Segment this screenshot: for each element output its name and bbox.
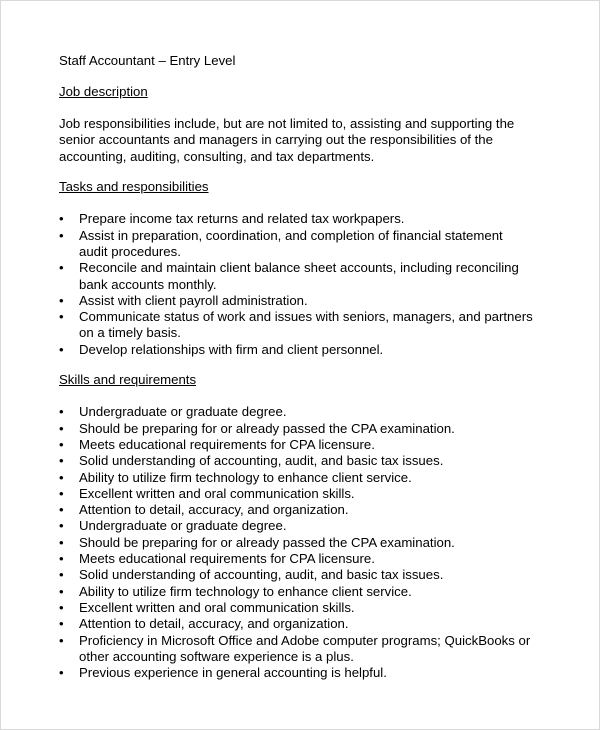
list-item-text: on a timely basis. bbox=[79, 325, 181, 341]
list-item-text: bank accounts monthly. bbox=[79, 276, 217, 292]
list-item bbox=[59, 633, 559, 666]
bullet-icon: • bbox=[59, 211, 64, 227]
list-item-text: audit procedures. bbox=[79, 243, 181, 259]
list-item-text: Should be preparing for or already passed the CPA examination. bbox=[79, 420, 455, 436]
list-item bbox=[59, 228, 559, 261]
job-description-heading: Job description bbox=[59, 83, 148, 99]
bullet-icon: • bbox=[59, 502, 64, 518]
list-item bbox=[59, 600, 559, 616]
list-item-text: Assist in preparation, coordination, and completion of financial statement bbox=[79, 227, 503, 243]
list-item-text: Attention to detail, accuracy, and organization. bbox=[79, 616, 349, 632]
list-item-text: Excellent written and oral communication skills. bbox=[79, 485, 355, 501]
bullet-icon: • bbox=[59, 292, 64, 308]
bullet-icon: • bbox=[59, 420, 64, 436]
bullet-icon: • bbox=[59, 227, 64, 243]
bullet-icon: • bbox=[59, 518, 64, 534]
list-item-text: Develop relationships with firm and client personnel. bbox=[79, 341, 384, 357]
bullet-icon: • bbox=[59, 583, 64, 599]
list-item bbox=[59, 502, 559, 518]
job-description-paragraph bbox=[59, 116, 559, 165]
list-item-text: Attention to detail, accuracy, and organization. bbox=[79, 502, 349, 518]
list-item bbox=[59, 309, 559, 342]
list-item-text: Assist with client payroll administration. bbox=[79, 292, 308, 308]
bullet-icon: • bbox=[59, 453, 64, 469]
list-item-text: Meets educational requirements for CPA licensure. bbox=[79, 551, 375, 567]
bullet-icon: • bbox=[59, 551, 64, 567]
bullet-icon: • bbox=[59, 309, 64, 325]
paragraph-line: Job responsibilities include, but are not limited to, assisting and supporting the bbox=[59, 116, 515, 132]
list-item bbox=[59, 293, 559, 309]
paragraph-line: senior accountants and managers in carrying out the responsibilities of the bbox=[59, 132, 493, 148]
list-item-text: Solid understanding of accounting, audit, and basic tax issues. bbox=[79, 453, 444, 469]
bullet-icon: • bbox=[59, 341, 64, 357]
list-item-text: Undergraduate or graduate degree. bbox=[79, 518, 287, 534]
bullet-icon: • bbox=[59, 567, 64, 583]
list-item bbox=[59, 567, 559, 583]
list-item bbox=[59, 453, 559, 469]
list-item bbox=[59, 535, 559, 551]
list-item-text: Ability to utilize firm technology to enhance client service. bbox=[79, 583, 412, 599]
bullet-icon: • bbox=[59, 665, 64, 681]
bullet-icon: • bbox=[59, 260, 64, 276]
list-item-text: Should be preparing for or already passed the CPA examination. bbox=[79, 534, 455, 550]
tasks-heading: Tasks and responsibilities bbox=[59, 179, 209, 195]
bullet-icon: • bbox=[59, 485, 64, 501]
list-item bbox=[59, 665, 559, 681]
skills-list bbox=[59, 404, 559, 681]
skills-heading: Skills and requirements bbox=[59, 372, 197, 388]
list-item-text: Prepare income tax returns and related tax workpapers. bbox=[79, 211, 405, 227]
list-item bbox=[59, 211, 559, 227]
list-item bbox=[59, 518, 559, 534]
list-item-text: Communicate status of work and issues with seniors, managers, and partners bbox=[79, 309, 533, 325]
bullet-icon: • bbox=[59, 632, 64, 648]
list-item bbox=[59, 437, 559, 453]
bullet-icon: • bbox=[59, 534, 64, 550]
list-item bbox=[59, 342, 559, 358]
list-item bbox=[59, 470, 559, 486]
list-item bbox=[59, 616, 559, 632]
list-item-text: Solid understanding of accounting, audit, and basic tax issues. bbox=[79, 567, 444, 583]
list-item-text: Ability to utilize firm technology to enhance client service. bbox=[79, 469, 412, 485]
list-item-text: Proficiency in Microsoft Office and Adobe computer programs; QuickBooks or bbox=[79, 632, 531, 648]
list-item bbox=[59, 551, 559, 567]
bullet-icon: • bbox=[59, 469, 64, 485]
bullet-icon: • bbox=[59, 436, 64, 452]
list-item-text: Reconcile and maintain client balance sheet accounts, including reconciling bbox=[79, 260, 519, 276]
bullet-icon: • bbox=[59, 616, 64, 632]
list-item-text: Undergraduate or graduate degree. bbox=[79, 404, 287, 420]
bullet-icon: • bbox=[59, 599, 64, 615]
document-body bbox=[59, 53, 559, 681]
list-item bbox=[59, 260, 559, 293]
list-item bbox=[59, 404, 559, 420]
list-item bbox=[59, 486, 559, 502]
list-item bbox=[59, 421, 559, 437]
list-item-text: Excellent written and oral communication skills. bbox=[79, 599, 355, 615]
tasks-list bbox=[59, 211, 559, 358]
document-title: Staff Accountant – Entry Level bbox=[59, 53, 236, 68]
list-item-text: other accounting software experience is a plus. bbox=[79, 648, 354, 664]
bullet-icon: • bbox=[59, 404, 64, 420]
paragraph-line: accounting, auditing, consulting, and tax departments. bbox=[59, 148, 375, 164]
list-item-text: Previous experience in general accounting is helpful. bbox=[79, 665, 387, 681]
list-item-text: Meets educational requirements for CPA licensure. bbox=[79, 436, 375, 452]
list-item bbox=[59, 584, 559, 600]
